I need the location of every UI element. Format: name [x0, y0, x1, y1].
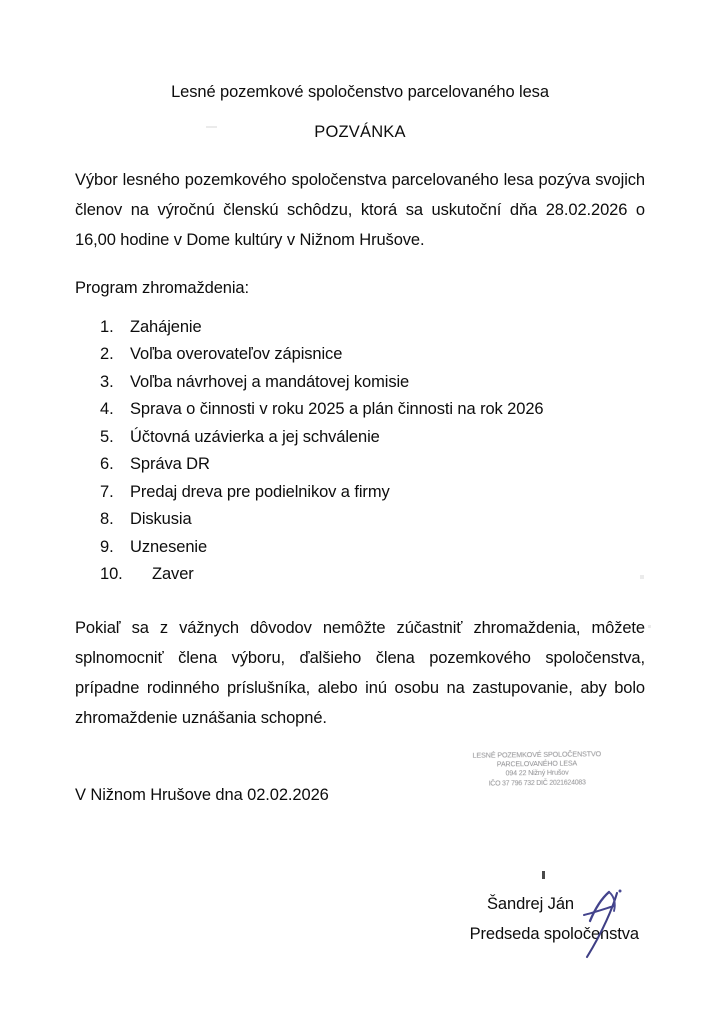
list-item-number: 5. [100, 427, 114, 446]
list-item-label: Zaver [152, 565, 194, 584]
list-item-label: Diskusia [130, 510, 192, 529]
list-item [75, 506, 645, 534]
list-item-label: Účtovná uzávierka a jej schválenie [130, 427, 380, 446]
document-content [75, 0, 645, 949]
official-stamp [457, 749, 617, 789]
list-item-number: 4. [100, 400, 114, 419]
program-label: Program zhromaždenia: [75, 278, 249, 297]
list-item-number: 7. [100, 482, 114, 501]
signature-block [75, 889, 645, 949]
list-item-label: Voľba overovateľov zápisnice [130, 345, 343, 364]
list-item-number: 6. [100, 455, 114, 474]
list-item-label: Uznesenie [130, 537, 208, 556]
list-item-number: 8. [100, 510, 114, 529]
page-title: POZVÁNKA [314, 122, 406, 141]
list-item [75, 396, 645, 424]
organization-title: Lesné pozemkové spoločenstvo parcelovaného lesa [171, 83, 549, 101]
list-item [75, 561, 645, 589]
list-item-label: Sprava o činnosti v roku 2025 a plán činnosti na rok 2026 [130, 400, 544, 419]
list-item-label: Správa DR [130, 455, 210, 474]
list-item-number: 3. [100, 372, 114, 391]
list-item-number: 10. [100, 565, 123, 584]
list-item [75, 369, 645, 397]
stamp-line-2: PARCELOVANÉHO LESA [496, 758, 578, 768]
list-item-label: Voľba návrhovej a mandátovej komisie [130, 372, 410, 391]
place-and-date: V Nižnom Hrušove dna 02.02.2026 [75, 785, 329, 804]
intro-paragraph: Výbor lesného pozemkového spoločenstva parcelovaného lesa pozýva svojich členov na výročnú členskú schôdzu, ktorá sa uskutoční dňa 28.02.2026 o 16,00 hodine v Dome kultúry v Nižnom Hrušove. [75, 170, 645, 249]
signatory-role: Predseda spoločenstva [469, 924, 639, 943]
list-item-label: Predaj dreva pre podielnikov a firmy [130, 482, 390, 501]
stamp-line-1: LESNÉ POZEMKOVÉ SPOLOČENSTVO [472, 748, 602, 760]
list-item [75, 451, 645, 479]
signoff-row [75, 748, 645, 843]
list-item-number: 2. [100, 345, 114, 364]
agenda-list [75, 314, 645, 589]
signatory-name: Šandrej Ján [487, 894, 574, 913]
list-item [75, 424, 645, 452]
list-item [75, 314, 645, 342]
stamp-line-4: IČO 37 796 732 DIČ 2021624083 [488, 778, 586, 787]
list-item [75, 341, 645, 369]
list-item-label: Zahájenie [130, 317, 202, 336]
stamp-line-3: 094 22 Nižný Hrušov [505, 768, 569, 778]
scan-speckle [648, 625, 651, 628]
list-item [75, 479, 645, 507]
list-item-number: 1. [100, 317, 114, 336]
list-item [75, 534, 645, 562]
closing-paragraph: Pokiaľ sa z vážnych dôvodov nemôžte zúčastniť zhromaždenia, môžete splnomocniť člena výboru, ďalšieho člena pozemkového spoločenstva, prípadne rodinného príslušníka, alebo inú osobu na zastupovanie, aby bolo zhromaždenie uznášania schopné. [75, 618, 645, 727]
list-item-number: 9. [100, 537, 114, 556]
